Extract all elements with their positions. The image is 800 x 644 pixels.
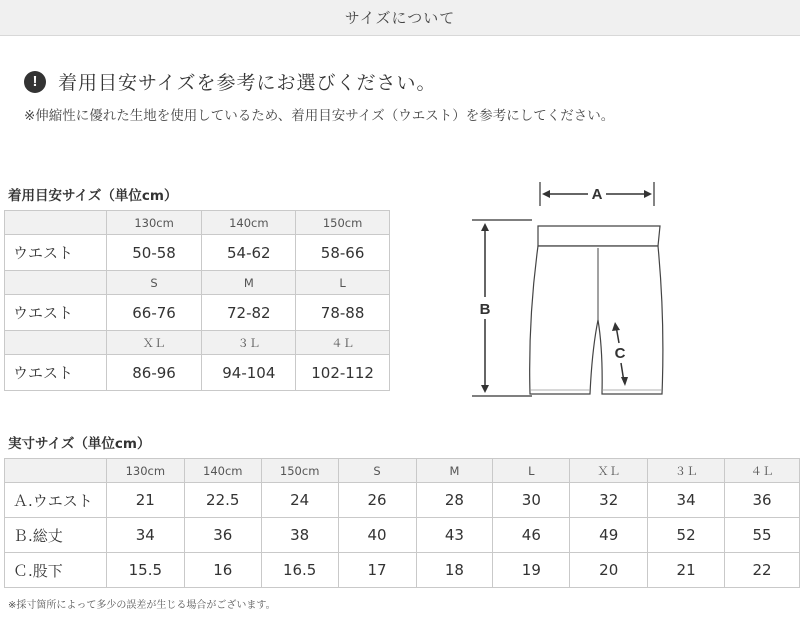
table-header-row — [5, 211, 390, 235]
row-label: Ａ.ウエスト — [5, 483, 107, 518]
blank-cell — [5, 271, 107, 295]
size-cell: ４Ｌ — [725, 459, 800, 483]
size-cell: 140cm — [184, 459, 261, 483]
value-cell: 58-66 — [296, 235, 390, 271]
value-cell: 16.5 — [261, 553, 338, 588]
value-cell: 17 — [338, 553, 416, 588]
table-row — [5, 355, 390, 391]
size-cell: ３Ｌ — [648, 459, 725, 483]
value-cell: 19 — [493, 553, 570, 588]
value-cell: 102-112 — [296, 355, 390, 391]
label-c: C — [614, 345, 626, 362]
actual-table-title: 実寸サイズ（単位cm） — [8, 436, 151, 452]
a-arrowhead-left — [542, 190, 550, 198]
page-title: サイズについて — [344, 9, 456, 27]
size-cell: 130cm — [106, 459, 184, 483]
size-cell: 140cm — [202, 211, 296, 235]
value-cell: 38 — [261, 518, 338, 553]
value-cell: 72-82 — [202, 295, 296, 331]
exclamation-icon: ! — [24, 71, 46, 93]
table-row — [5, 483, 800, 518]
table-header-row — [5, 459, 800, 483]
table-row — [5, 235, 390, 271]
size-cell: 150cm — [261, 459, 338, 483]
size-cell: ＸＬ — [570, 459, 648, 483]
size-cell: M — [202, 271, 296, 295]
row-label: ウエスト — [5, 235, 107, 271]
blank-cell — [5, 331, 107, 355]
size-cell: S — [106, 271, 202, 295]
value-cell: 54-62 — [202, 235, 296, 271]
value-cell: 22.5 — [184, 483, 261, 518]
value-cell: 15.5 — [106, 553, 184, 588]
value-cell: 55 — [725, 518, 800, 553]
value-cell: 21 — [648, 553, 725, 588]
label-a: A — [591, 186, 603, 203]
value-cell: 52 — [648, 518, 725, 553]
table-row — [5, 553, 800, 588]
blank-cell — [5, 459, 107, 483]
table-header-row — [5, 331, 390, 355]
size-cell: S — [338, 459, 416, 483]
table-header-row — [5, 271, 390, 295]
size-cell: L — [493, 459, 570, 483]
row-label: ウエスト — [5, 355, 107, 391]
value-cell: 18 — [416, 553, 493, 588]
value-cell: 34 — [648, 483, 725, 518]
value-cell: 16 — [184, 553, 261, 588]
value-cell: 36 — [184, 518, 261, 553]
value-cell: 34 — [106, 518, 184, 553]
size-cell: ４Ｌ — [296, 331, 390, 355]
value-cell: 86-96 — [106, 355, 202, 391]
notice — [24, 68, 436, 95]
value-cell: 50-58 — [106, 235, 202, 271]
value-cell: 94-104 — [202, 355, 296, 391]
table-row — [5, 518, 800, 553]
value-cell: 32 — [570, 483, 648, 518]
size-cell: M — [416, 459, 493, 483]
value-cell: 36 — [725, 483, 800, 518]
size-cell: 130cm — [106, 211, 202, 235]
shorts-body-shape — [530, 246, 663, 394]
actual-size-table — [4, 458, 800, 588]
size-cell: L — [296, 271, 390, 295]
value-cell: 21 — [106, 483, 184, 518]
value-cell: 30 — [493, 483, 570, 518]
fit-size-table — [4, 210, 390, 391]
value-cell: 49 — [570, 518, 648, 553]
value-cell: 24 — [261, 483, 338, 518]
value-cell: 78-88 — [296, 295, 390, 331]
footnote: ※採寸箇所によって多少の誤差が生じる場合がございます。 — [8, 600, 276, 611]
a-arrowhead-right — [644, 190, 652, 198]
waistband-shape — [538, 226, 660, 246]
value-cell: 28 — [416, 483, 493, 518]
row-label: Ｂ.総丈 — [5, 518, 107, 553]
value-cell: 22 — [725, 553, 800, 588]
value-cell: 40 — [338, 518, 416, 553]
fit-table-title: 着用目安サイズ（単位cm） — [8, 188, 178, 204]
size-cell: 150cm — [296, 211, 390, 235]
size-cell: ＸＬ — [106, 331, 202, 355]
header-bar — [0, 0, 800, 36]
value-cell: 20 — [570, 553, 648, 588]
table-row — [5, 295, 390, 331]
value-cell: 26 — [338, 483, 416, 518]
notice-subtitle: ※伸縮性に優れた生地を使用しているため、着用目安サイズ（ウエスト）を参考にしてください。 — [24, 108, 615, 124]
b-arrowhead-bottom — [481, 385, 489, 393]
blank-cell — [5, 211, 107, 235]
value-cell: 46 — [493, 518, 570, 553]
b-arrowhead-top — [481, 223, 489, 231]
label-b: B — [479, 301, 491, 318]
shorts-diagram — [466, 180, 686, 405]
row-label: ウエスト — [5, 295, 107, 331]
value-cell: 66-76 — [106, 295, 202, 331]
notice-title: 着用目安サイズを参考にお選びください。 — [58, 72, 437, 94]
value-cell: 43 — [416, 518, 493, 553]
row-label: Ｃ.股下 — [5, 553, 107, 588]
size-cell: ３Ｌ — [202, 331, 296, 355]
